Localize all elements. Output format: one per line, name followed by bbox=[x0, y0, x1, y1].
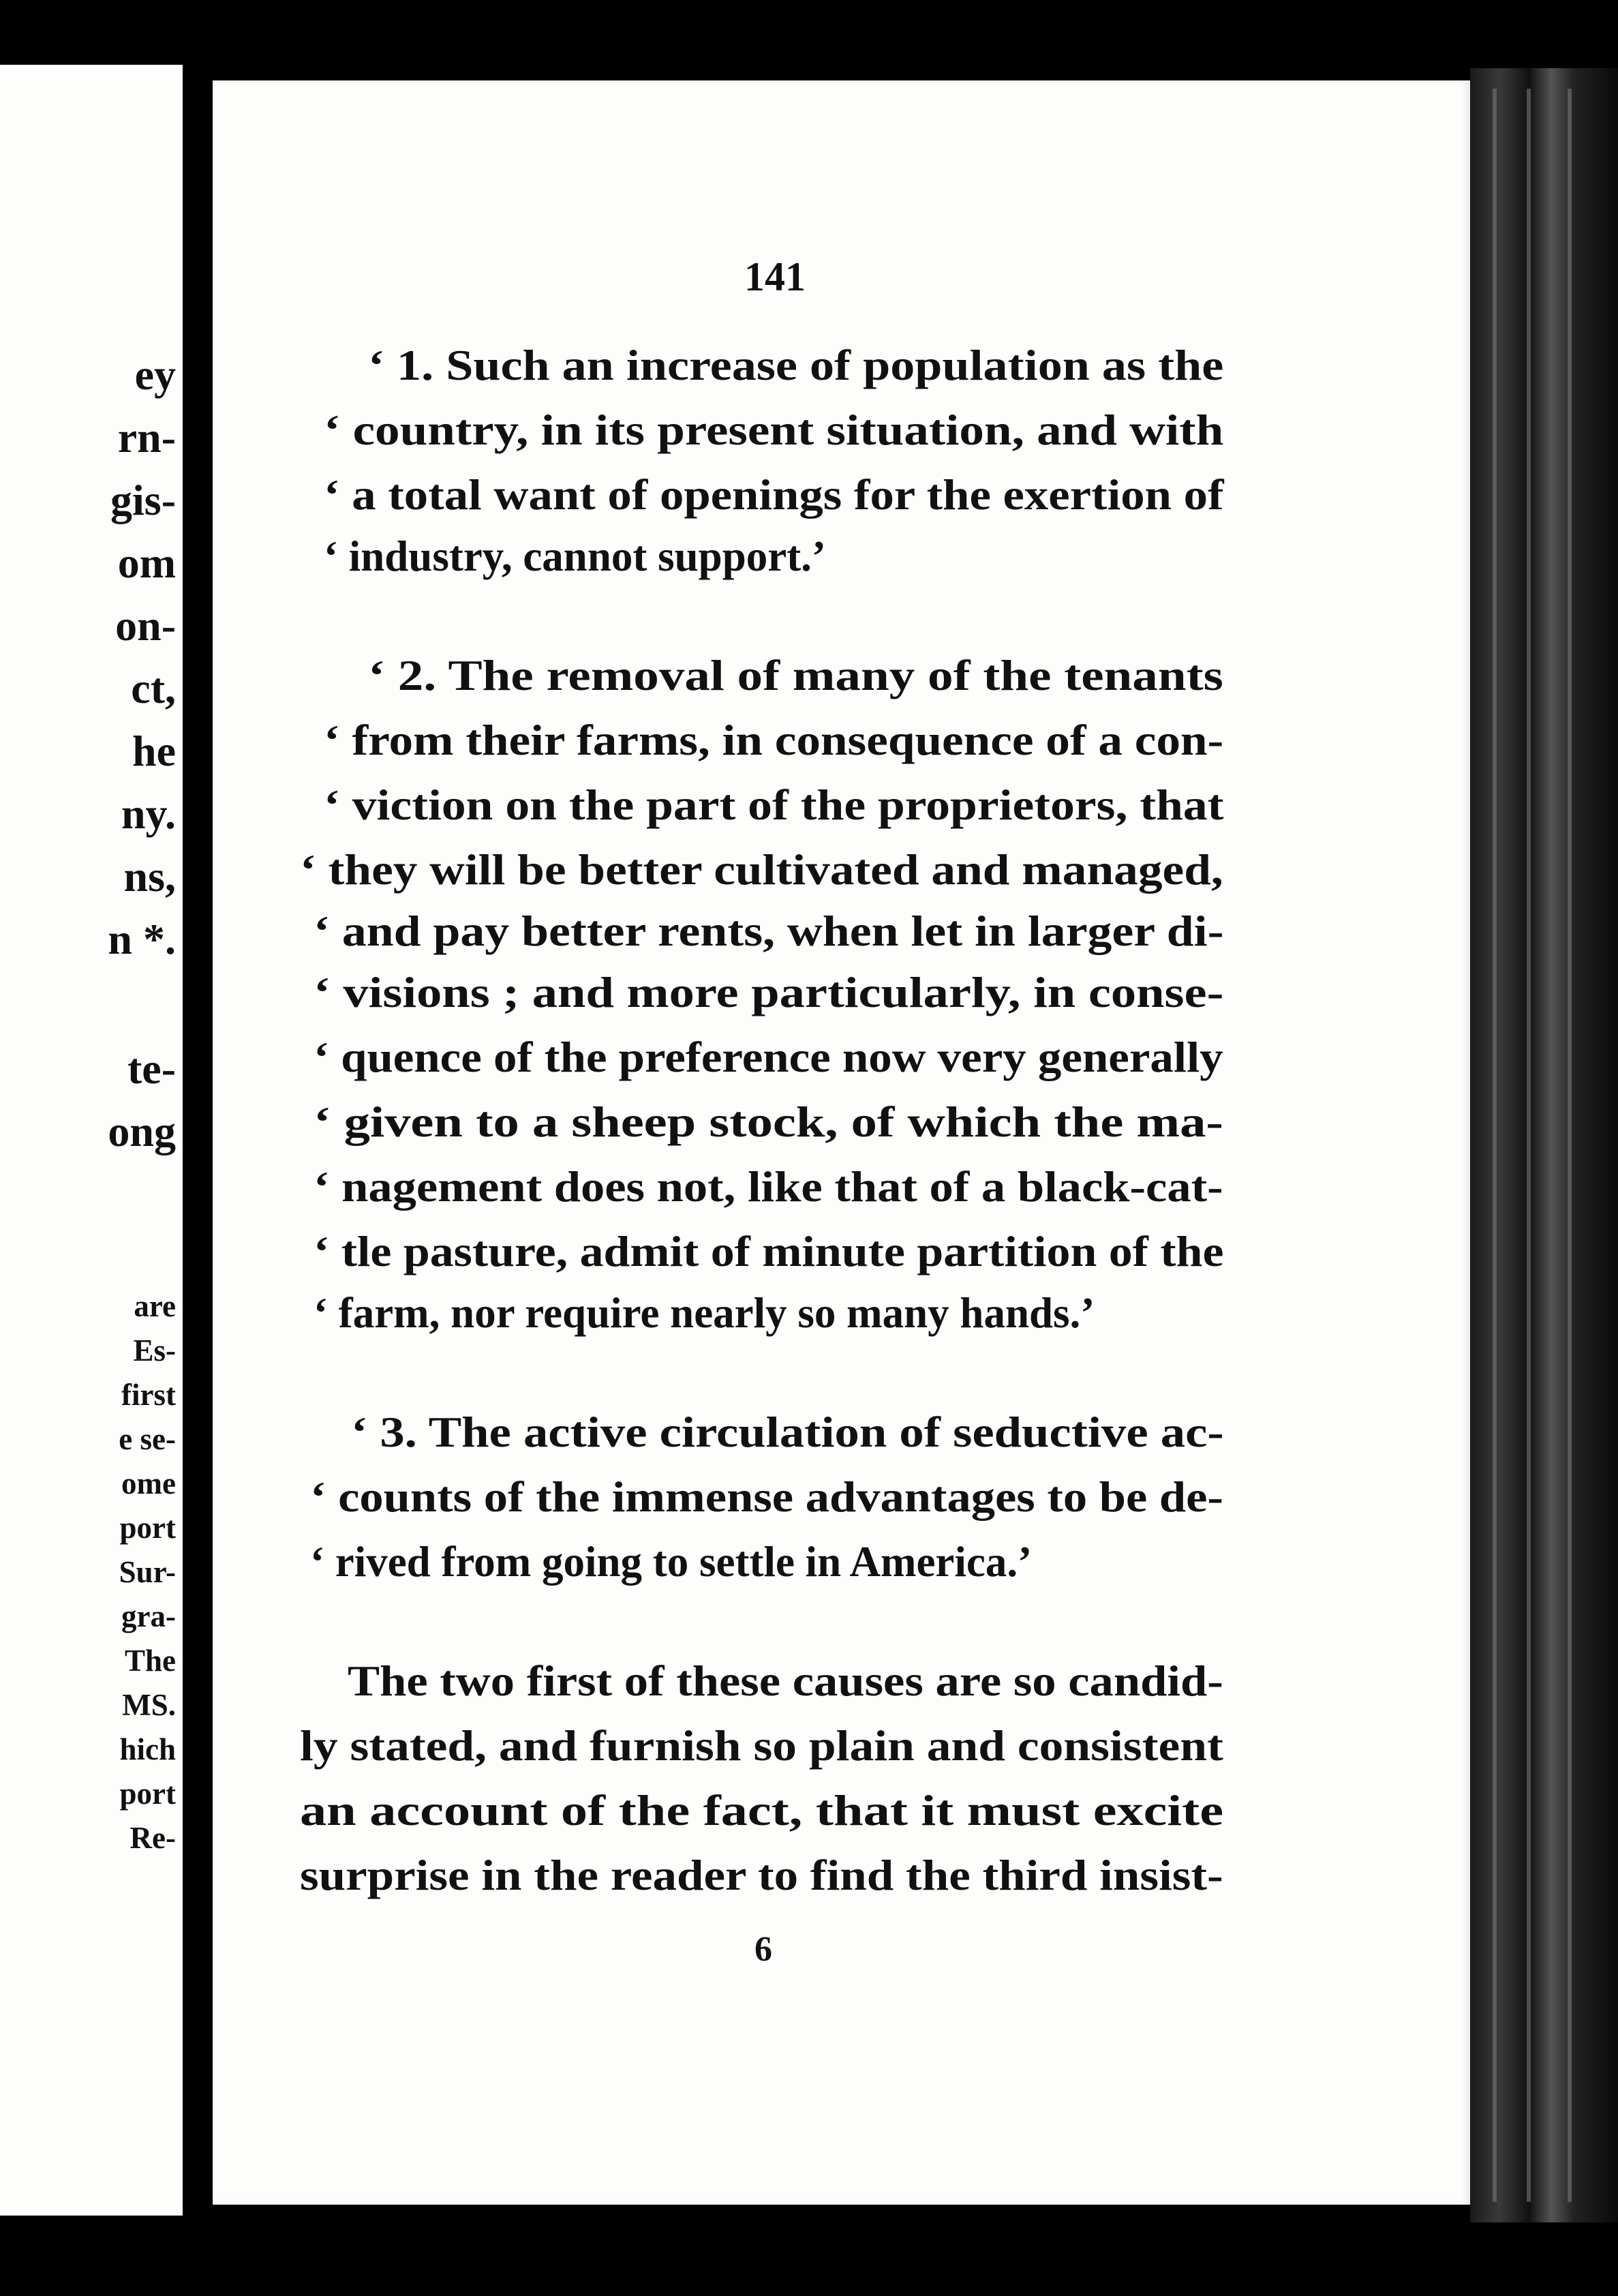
body-line: ly stated, and furnish so plain and consistent bbox=[300, 1722, 1223, 1770]
left-fragment: rn- bbox=[117, 413, 176, 462]
book-gutter bbox=[183, 0, 213, 2296]
left-fragment: te- bbox=[127, 1044, 176, 1093]
body-line: ‘ counts of the immense advantages to be de- bbox=[310, 1473, 1223, 1521]
left-fragment: ns, bbox=[123, 852, 176, 901]
body-line: ‘ quence of the preference now very generally bbox=[314, 1033, 1223, 1081]
left-footnote-fragment: e se- bbox=[119, 1422, 176, 1456]
left-fragment: ey bbox=[134, 350, 176, 399]
left-fragment: ong bbox=[108, 1107, 176, 1155]
left-footnote-fragment: The bbox=[124, 1644, 176, 1678]
left-footnote-fragment: MS. bbox=[122, 1688, 176, 1722]
left-fragment: n *. bbox=[108, 915, 176, 963]
body-line: ‘ tle pasture, admit of minute partition of the bbox=[314, 1228, 1224, 1275]
left-footnote-fragment: first bbox=[121, 1378, 176, 1412]
body-line: ‘ they will be better cultivated and managed, bbox=[300, 846, 1223, 894]
left-fragment: on- bbox=[115, 601, 176, 650]
body-line: ‘ 2. The removal of many of the tenants bbox=[368, 652, 1223, 699]
body-line: ‘ industry, cannot support.’ bbox=[324, 532, 826, 580]
page-number: 141 bbox=[744, 254, 806, 299]
page-edge-stripe bbox=[1493, 89, 1497, 2202]
left-footnote-fragment: ome bbox=[121, 1466, 176, 1500]
left-footnote-fragment: port bbox=[119, 1777, 176, 1811]
left-facing-page bbox=[0, 65, 183, 2216]
body-line: ‘ farm, nor require nearly so many hands.’ bbox=[314, 1289, 1095, 1337]
body-line: ‘ given to a sheep stock, of which the ma- bbox=[314, 1098, 1223, 1146]
page-edge-stripe bbox=[1527, 89, 1531, 2202]
left-fragment: om bbox=[117, 539, 176, 587]
body-line: The two first of these causes are so candid- bbox=[348, 1657, 1223, 1705]
body-line: ‘ 1. Such an increase of population as the bbox=[368, 342, 1224, 389]
left-fragment: he bbox=[132, 727, 176, 775]
left-footnote-fragment: port bbox=[119, 1511, 176, 1545]
left-footnote-fragment: Re- bbox=[129, 1821, 176, 1855]
page-edge-stripe bbox=[1568, 89, 1572, 2202]
body-line: ‘ rived from going to settle in America.’ bbox=[310, 1538, 1033, 1586]
body-line: ‘ a total want of openings for the exertion of bbox=[324, 471, 1224, 519]
left-fragment: ny. bbox=[121, 789, 176, 838]
body-line: an account of the fact, that it must excite bbox=[300, 1787, 1224, 1834]
left-footnote-fragment: hich bbox=[119, 1732, 176, 1766]
body-line: ‘ from their farms, in consequence of a con- bbox=[324, 716, 1224, 764]
left-footnote-fragment: Sur- bbox=[119, 1555, 176, 1589]
left-footnote-fragment: are bbox=[134, 1289, 176, 1323]
left-footnote-fragment: Es- bbox=[133, 1333, 176, 1368]
body-line: surprise in the reader to find the third insist- bbox=[300, 1852, 1223, 1899]
body-line: ‘ 3. The active circulation of seductive ac- bbox=[351, 1408, 1224, 1456]
left-footnote-fragment: gra- bbox=[121, 1599, 176, 1633]
left-fragment: ct, bbox=[131, 664, 176, 712]
left-fragment: gis- bbox=[110, 476, 176, 524]
body-line: ‘ and pay better rents, when let in larger di- bbox=[314, 907, 1224, 955]
body-line: ‘ viction on the part of the proprietors, that bbox=[324, 781, 1224, 829]
signature-mark: 6 bbox=[754, 1930, 772, 1969]
body-line: ‘ visions ; and more particularly, in conse- bbox=[314, 969, 1224, 1016]
body-line: ‘ country, in its present situation, and with bbox=[324, 406, 1224, 454]
body-line: ‘ nagement does not, like that of a black-cat- bbox=[314, 1163, 1223, 1211]
